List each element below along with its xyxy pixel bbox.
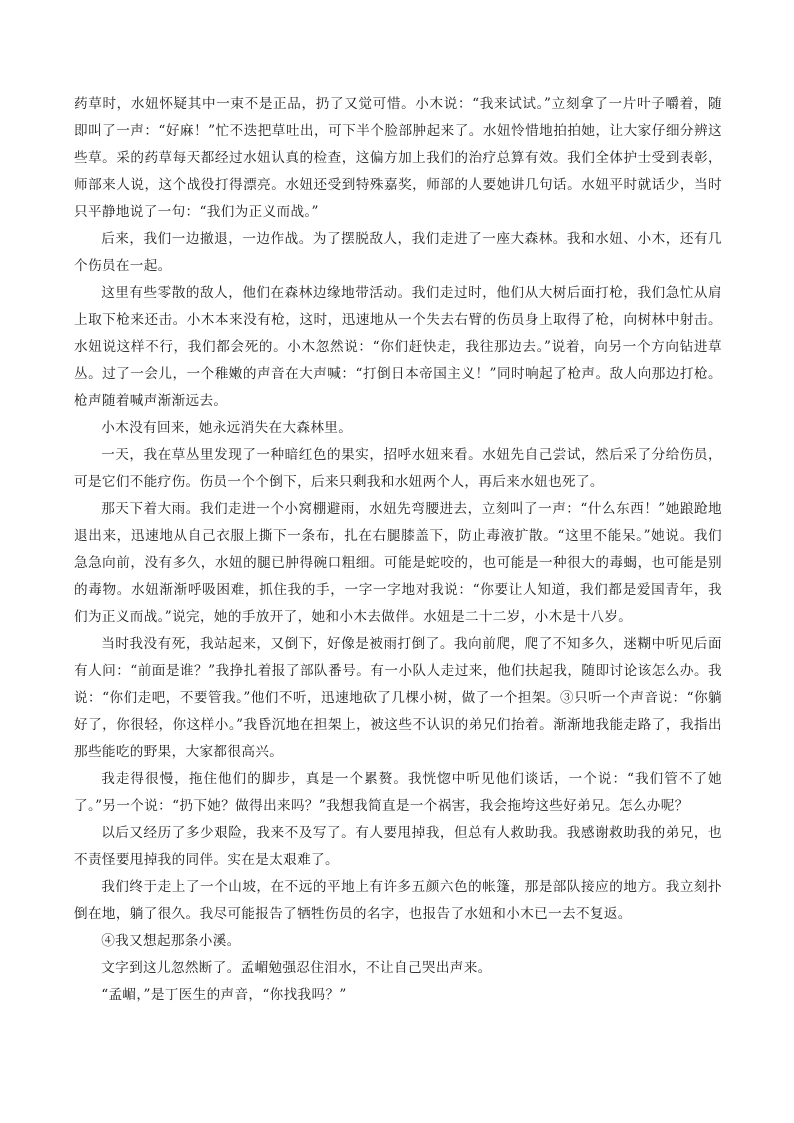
paragraph-7: 当时我没有死，我站起来，又倒下，好像是被雨打倒了。我向前爬，爬了不知多久，迷糊中听见后面有人问：“前面是谁？”我挣扎着报了部队番号。有一小队人走过来，他们扶起我，随即讨论该怎么办。我说：“你们走吧，不要管我。”他们不听，迅速地砍了几棵小树，做了一个担架。③只听一个声音说：“你躺好了，你很轻，你这样小。”我昏沉地在担架上，被这些不认识的弟兄们抬着。渐渐地我能走路了，我指出那些能吃的野果，大家都很高兴。 xyxy=(74,636,722,760)
paragraph-10: 我们终于走上了一个山坡，在不远的平地上有许多五颜六色的帐篷，那是部队接应的地方。我立刻扑倒在地，躺了很久。我尽可能报告了牺牲伤员的名字，也报告了水妞和小木已一去不复返。 xyxy=(74,879,722,922)
paragraph-2: 后来，我们一边撤退，一边作战。为了摆脱敌人，我们走进了一座大森林。我和水妞、小木，还有几个伤员在一起。 xyxy=(74,231,722,274)
paragraph-6: 那天下着大雨。我们走进一个小窝棚避雨，水妞先弯腰进去，立刻叫了一声：“什么东西！”她踉跄地退出来，迅速地从自己衣服上撕下一条布，扎在右腿膝盖下，防止毒液扩散。“这里不能呆。”她说。我们急急向前，没有多久，水妞的腿已肿得碗口粗细。可能是蛇咬的，也可能是一种很大的毒蝎，也可能是别的毒物。水妞渐渐呼吸困难，抓住我的手，一字一字地对我说：“你要让人知道，我们都是爱国青年，我们为正义而战。”说完，她的手放开了，她和小木去做伴。水妞是二十二岁，小木是十八岁。 xyxy=(74,501,722,625)
paragraph-3: 这里有些零散的敌人，他们在森林边缘地带活动。我们走过时，他们从大树后面打枪，我们急忙从肩上取下枪来还击。小木本来没有枪，这时，迅速地从一个失去右臂的伤员身上取得了枪，向树林中射击。水妞说这样不行，我们都会死的。小木忽然说：“你们赶快走，我往那边去。”说着，向另一个方向钻进草丛。过了一会儿，一个稚嫩的声音在大声喊：“打倒日本帝国主义！”同时响起了枪声。敌人向那边打枪。枪声随着喊声渐渐远去。 xyxy=(74,285,722,409)
document-page xyxy=(74,91,722,1009)
paragraph-11: ④我又想起那条小溪。 xyxy=(101,933,241,949)
paragraph-9: 以后又经历了多少艰险，我来不及写了。有人要甩掉我，但总有人救助我。我感谢救助我的弟兄，也不责怪要甩掉我的同伴。实在是太艰难了。 xyxy=(74,825,722,868)
paragraph-13: “孟嵋，”是丁医生的声音，“你找我吗？” xyxy=(101,987,347,1003)
paragraph-5: 一天，我在草丛里发现了一种暗红色的果实，招呼水妞来看。水妞先自己尝试，然后采了分给伤员，可是它们不能疗伤。伤员一个个倒下，后来只剩我和水妞两个人，再后来水妞也死了。 xyxy=(74,447,722,490)
paragraph-1: 药草时，水妞怀疑其中一束不是正品，扔了又觉可惜。小木说：“我来试试。”立刻拿了一片叶子嚼着，随即叫了一声：“好麻！”忙不迭把草吐出，可下半个脸部肿起来了。水妞怜惜地拍拍她，让大家仔细分辨这些草。采的药草每天都经过水妞认真的检查，这偏方加上我们的治疗总算有效。我们全体护士受到表彰，师部来人说，这个战役打得漂亮。水妞还受到特殊嘉奖，师部的人要她讲几句话。水妞平时就话少，当时只平静地说了一句：“我们为正义而战。” xyxy=(74,96,722,220)
paragraph-12: 文字到这儿忽然断了。孟嵋勉强忍住泪水，不让自己哭出声来。 xyxy=(101,960,492,976)
paragraph-4: 小木没有回来，她永远消失在大森林里。 xyxy=(101,420,353,436)
paragraph-8: 我走得很慢，拖住他们的脚步，真是一个累赘。我恍惚中听见他们谈话，一个说：“我们管不了她了。”另一个说：“扔下她？做得出来吗？”我想我简直是一个祸害，我会拖垮这些好弟兄。怎么办呢？ xyxy=(74,771,722,814)
